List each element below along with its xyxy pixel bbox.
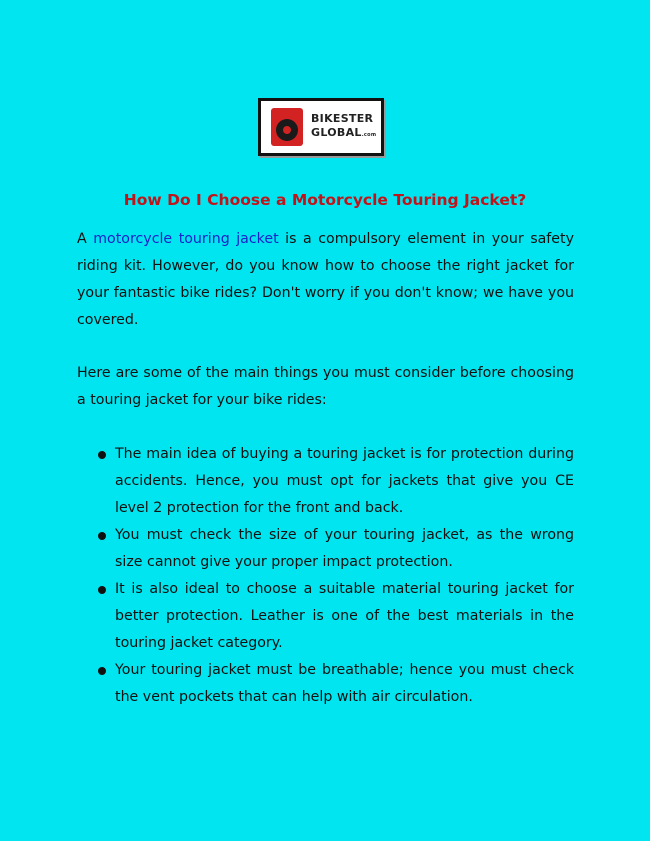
motorcycle-touring-jacket-link[interactable]: motorcycle touring jacket: [93, 231, 279, 247]
logo-line-2-main: GLOBAL: [311, 126, 362, 139]
list-item: [77, 522, 574, 576]
list-item-text: Your touring jacket must be breathable; hence you must check the vent pockets that can help with air circulation.: [115, 662, 574, 705]
list-item: [77, 576, 574, 657]
considerations-list: [77, 441, 574, 711]
bullet-icon: [98, 586, 106, 594]
list-item-text: The main idea of buying a touring jacket is for protection during accidents. Hence, you must opt for jackets that give you CE level 2 protection for the front and back.: [115, 446, 574, 516]
logo-text: [311, 112, 376, 142]
bullet-icon: [98, 667, 106, 675]
intro-suffix: is a compulsory element in your safety riding kit. However, do you know how to choose the right jacket for your fantastic bike rides? Don't worry if you don't know; we have you covered.: [77, 231, 574, 328]
list-item: [77, 657, 574, 711]
list-item: [77, 441, 574, 522]
list-item-text: It is also ideal to choose a suitable material touring jacket for better protection. Leather is one of the best materials in the touring jacket category.: [115, 581, 574, 651]
bullet-icon: [98, 532, 106, 540]
brand-logo: [258, 98, 384, 156]
logo-line-2-suffix: .com: [361, 132, 377, 138]
motorcycle-wheel-logo-icon: [271, 108, 303, 146]
page-title: How Do I Choose a Motorcycle Touring Jacket?: [123, 191, 527, 209]
intro-prefix: A: [77, 231, 94, 247]
intro-paragraph: [77, 226, 574, 334]
list-item-text: You must check the size of your touring jacket, as the wrong size cannot give your proper impact protection.: [115, 527, 574, 570]
logo-line-1: BIKESTER: [311, 112, 374, 125]
logo-line-2: [311, 126, 376, 142]
bullet-icon: [98, 451, 106, 459]
lead-paragraph: Here are some of the main things you must consider before choosing a touring jacket for your bike rides:: [77, 365, 574, 408]
